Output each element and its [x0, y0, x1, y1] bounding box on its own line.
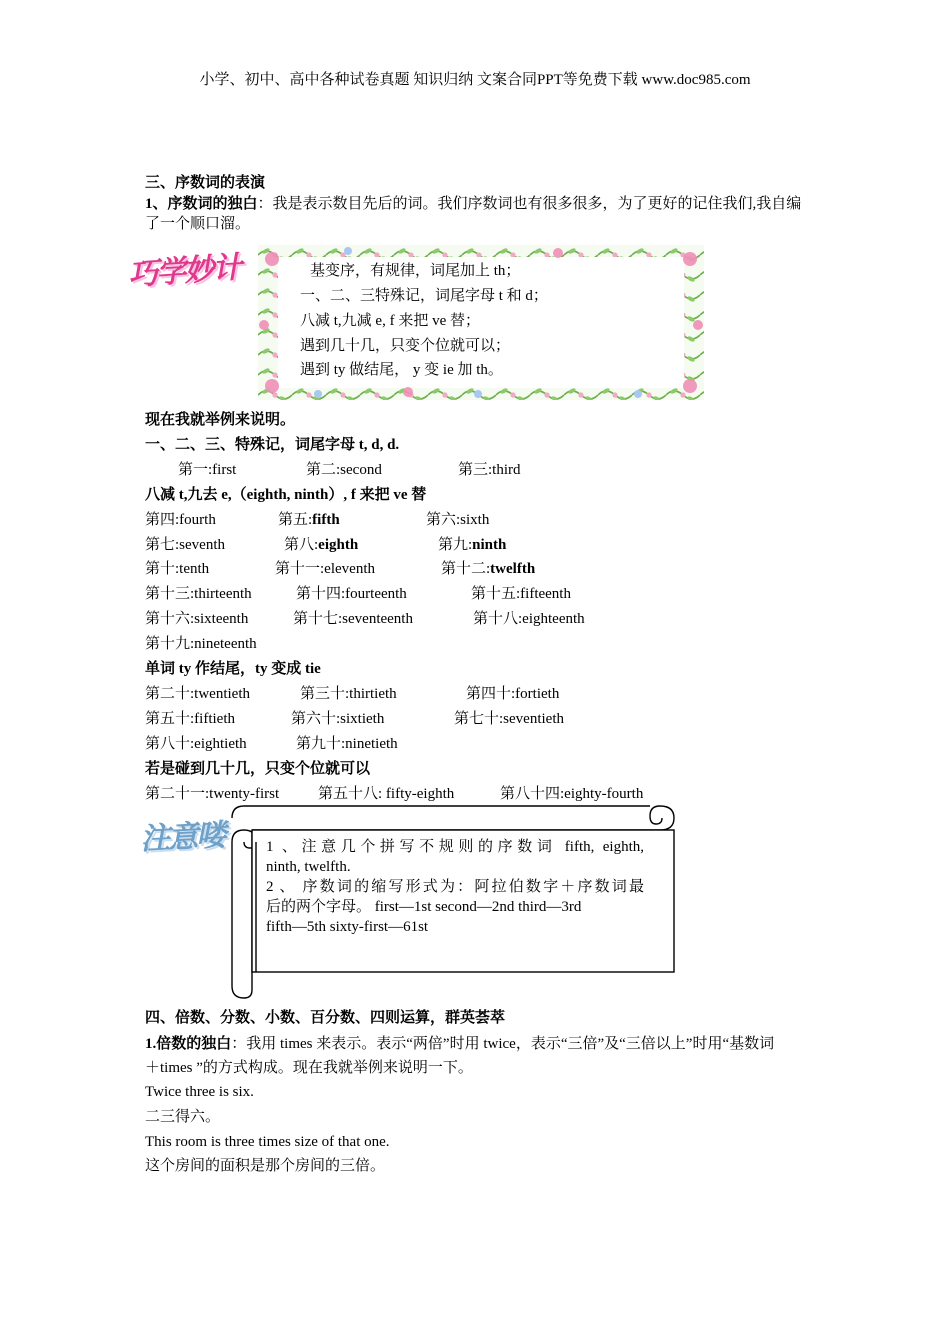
section3-title: 三、序数词的表演: [145, 175, 266, 191]
ordinal-12-pre: 第十二:: [441, 561, 491, 577]
note-art-title: 注意喽: [139, 817, 226, 858]
rule-4: 若是碰到几十几，只变个位就可以: [145, 761, 371, 777]
rhyme-line-2: 一、二、三特殊记，词尾字母 t 和 d；: [300, 288, 548, 304]
example-1-en: Twice three is six.: [145, 1084, 254, 1100]
note-2-line-3: fifth—5th sixty-first—61st: [266, 919, 429, 935]
ordinal-16: 第十六:sixteenth: [145, 611, 249, 627]
ordinal-20: 第二十:twentieth: [145, 686, 250, 702]
section4-intro-text: ：我用 times 来表示。表示“两倍”时用 twice，表示“三倍”及“三倍以上”时用“基数词＋times ”的方式构成。现在我就举例来说明一下。: [145, 1036, 775, 1076]
ordinal-7-pre: 第七:: [145, 537, 180, 553]
ordinal-17: 第十七:seventeenth: [293, 611, 413, 627]
ordinal-9: [438, 535, 506, 555]
ordinal-10-pre: 第十:: [145, 561, 180, 577]
ordinal-5-word: fifth: [312, 512, 340, 528]
ordinal-11-word: eleventh: [324, 561, 375, 577]
rhyme-line-5: 遇到 ty 做结尾， y 变 ie 加 th。: [300, 362, 503, 378]
ordinal-7-word: seventh: [179, 537, 225, 553]
ordinal-7: [145, 535, 225, 555]
section3-intro: [145, 194, 810, 234]
ordinal-5-pre: 第五:: [278, 512, 313, 528]
ordinal-60: 第六十:sixtieth: [291, 711, 385, 727]
ordinal-9-pre: 第九:: [438, 537, 473, 553]
rule-3: 单词 ty 作结尾，ty 变成 tie: [145, 661, 321, 677]
rule-1: 一、二、三、特殊记，词尾字母 t, d, d.: [145, 437, 400, 453]
ordinal-40: 第四十:fortieth: [466, 686, 560, 702]
ordinal-9-word: ninth: [472, 537, 507, 553]
ordinal-11-pre: 第十一:: [275, 561, 325, 577]
ordinal-10-word: tenth: [179, 561, 210, 577]
ordinal-8-word: eighth: [318, 537, 359, 553]
intro-text: ：我是表示数目先后的词。我们序数词也有很多很多，为了更好的记住我们,我自编了一个顺口溜。: [145, 196, 802, 232]
ordinal-10: [145, 559, 209, 579]
ordinal-4-pre: 第四:: [145, 512, 180, 528]
ordinal-50: 第五十:fiftieth: [145, 711, 235, 727]
rhyme-line-4: 遇到几十几，只变个位就可以；: [300, 338, 511, 354]
section4-intro-bold: 1.倍数的独白: [145, 1036, 232, 1052]
ordinal-15: 第十五:fifteenth: [471, 586, 571, 602]
ordinal-19: 第十九:nineteenth: [145, 636, 257, 652]
note-1-line-1: 1 、注意几个拼写不规则的序数词 fifth, eighth,: [266, 839, 644, 855]
section4-intro: [145, 1032, 785, 1080]
ordinal-6-pre: 第六:: [426, 512, 461, 528]
rule-2: 八减 t,九去 e,（eighth, ninth）, f 来把 ve 替: [145, 487, 427, 503]
example-2-cn: 这个房间的面积是那个房间的三倍。: [145, 1158, 386, 1174]
ordinal-80: 第八十:eightieth: [145, 736, 247, 752]
note-2-line-1: 2 、 序数词的缩写形式为：阿拉伯数字＋序数词最: [266, 879, 644, 895]
tips-art-title: 巧学妙计: [127, 250, 242, 293]
page-header: 小学、初中、高中各种试卷真题 知识归纳 文案合同PPT等免费下载 www.doc985.com: [199, 72, 751, 88]
ordinal-1: 第一:first: [178, 462, 237, 478]
rhyme-line-3: 八减 t,九减 e, f 来把 ve 替；: [300, 313, 480, 329]
rhyme-line-1: 基变序，有规律，词尾加上 th；: [310, 263, 521, 279]
ordinal-90: 第九十:ninetieth: [296, 736, 398, 752]
ordinal-8-pre: 第八:: [284, 537, 319, 553]
ordinal-4: [145, 510, 216, 530]
ordinal-18: 第十八:eighteenth: [473, 611, 585, 627]
note-1-line-2: ninth, twelfth.: [266, 859, 351, 875]
example-intro: 现在我就举例来说明。: [145, 412, 296, 428]
section4-title: 四、倍数、分数、小数、百分数、四则运算，群英荟萃: [145, 1010, 506, 1026]
ordinal-14: 第十四:fourteenth: [296, 586, 407, 602]
ordinal-58: 第五十八: fifty-eighth: [318, 786, 455, 802]
ordinal-6-word: sixth: [460, 512, 490, 528]
ordinal-3: 第三:third: [458, 462, 521, 478]
example-2-en: This room is three times size of that one.: [145, 1134, 390, 1150]
ordinal-12: [441, 559, 535, 579]
ordinal-84: 第八十四:eighty-fourth: [500, 786, 644, 802]
ordinal-2: 第二:second: [306, 462, 382, 478]
example-1-cn: 二三得六。: [145, 1109, 221, 1125]
ordinal-11: [275, 559, 375, 579]
ordinal-4-word: fourth: [179, 512, 216, 528]
ordinal-70: 第七十:seventieth: [454, 711, 564, 727]
ordinal-13: 第十三:thirteenth: [145, 586, 252, 602]
note-2-line-2: 后的两个字母。 first—1st second—2nd third—3rd: [266, 899, 582, 915]
ordinal-30: 第三十:thirtieth: [300, 686, 397, 702]
ordinal-6: [426, 510, 489, 530]
ordinal-8: [284, 535, 358, 555]
intro-bold: 1、序数词的独白: [145, 196, 258, 212]
ordinal-5: [278, 510, 340, 530]
ordinal-12-word: twelfth: [490, 561, 536, 577]
ordinal-21: 第二十一:twenty-first: [145, 786, 280, 802]
